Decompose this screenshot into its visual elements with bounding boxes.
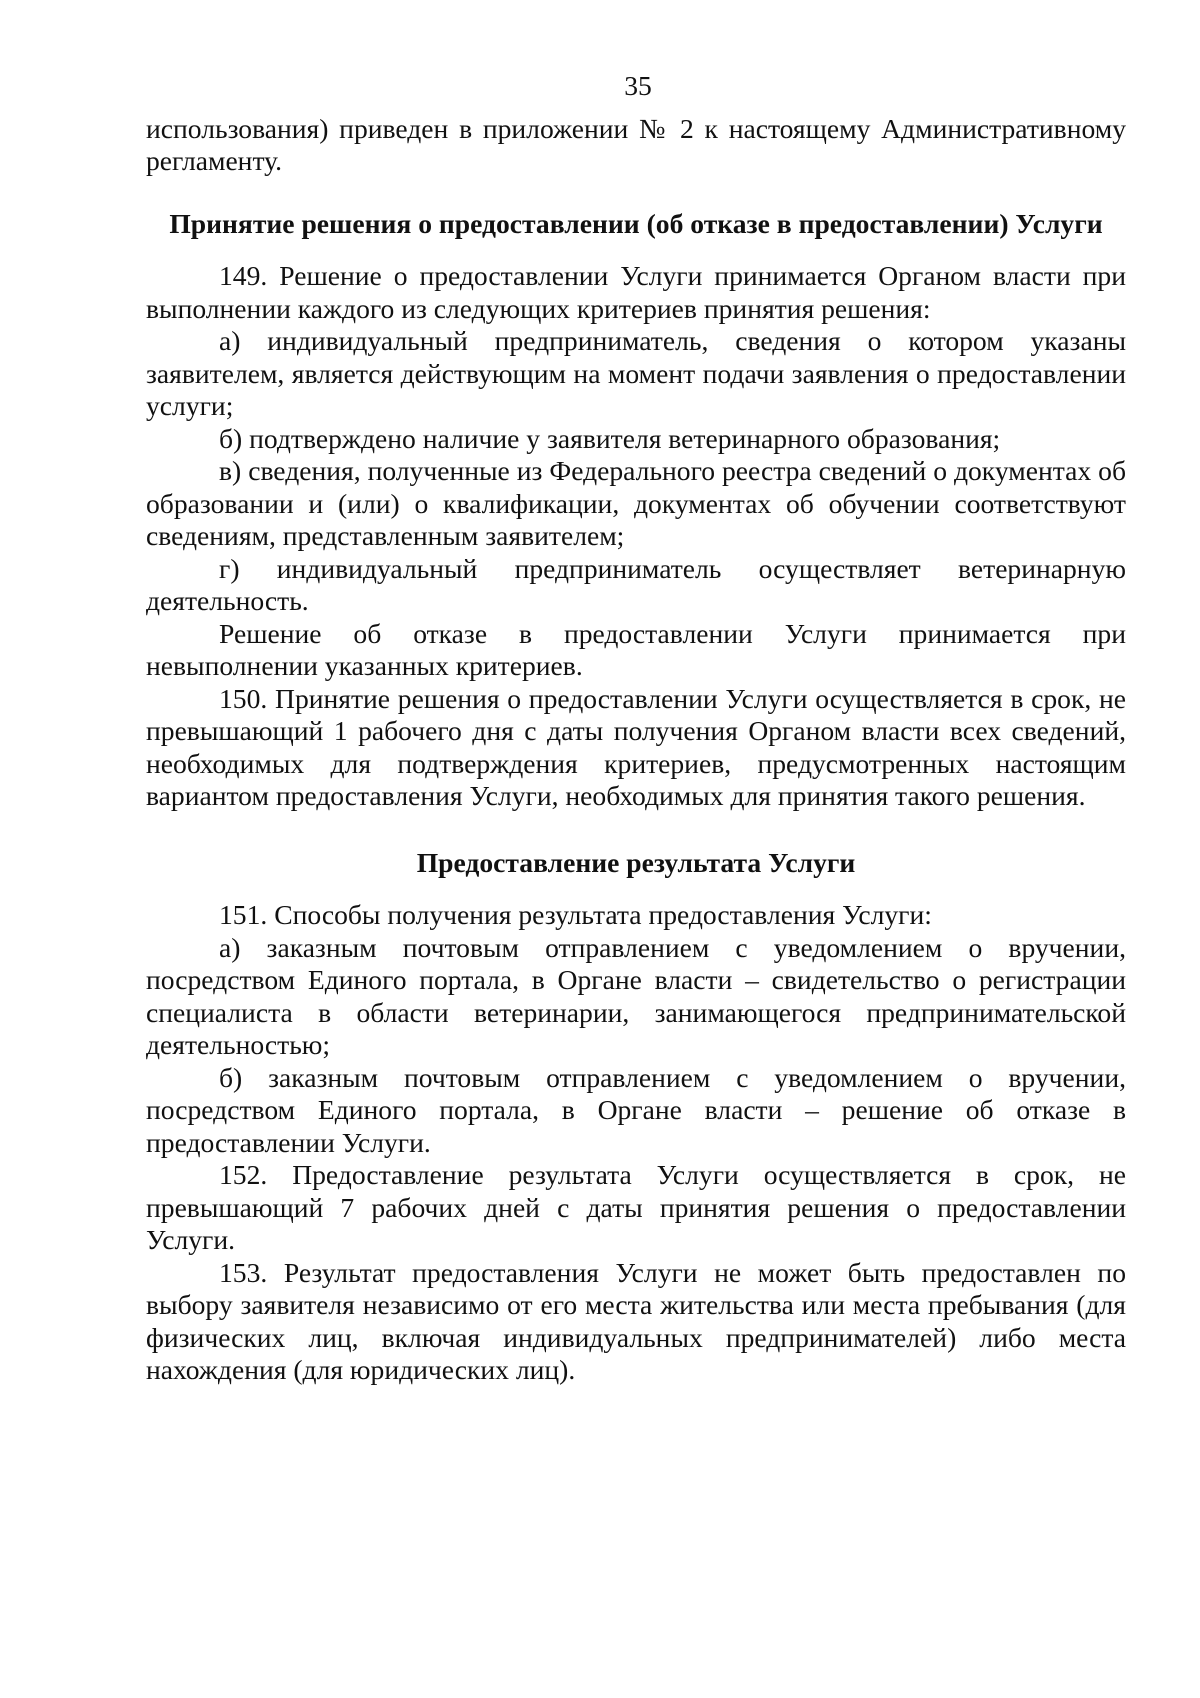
paragraph-151: 151. Способы получения результата предоставления Услуги: [219,899,932,930]
paragraph-150: 150. Принятие решения о предоставлении Услуги осуществляется в срок, не превышающий 1 рабочего дня с даты получения Органом власти всех сведений, необходимых для подтверждения критериев, предусмотренных настоящим вариантом предоставления Услуги, необходимых для принятия такого решения. [146,682,1126,811]
section-heading-decision: Принятие решения о предоставлении (об отказе в предоставлении) Услуги [169,207,1103,239]
criterion-g: г) индивидуальный предприниматель осуществляет ветеринарную деятельность. [146,552,1126,616]
criterion-a: а) индивидуальный предприниматель, сведения о котором указаны заявителем, является действующим на момент подачи заявления о предоставлении услуги; [146,325,1126,421]
criterion-b: б) подтверждено наличие у заявителя ветеринарного образования; [219,422,1001,454]
continuation-paragraph: использования) приведен в приложении № 2 к настоящему Административному регламенту. [146,112,1126,176]
refusal-paragraph: Решение об отказе в предоставлении Услуги принимается при невыполнении указанных критериев. [146,617,1126,681]
document-page [146,70,1126,1387]
method-a: а) заказным почтовым отправлением с уведомлением о вручении, посредством Единого портала, в Органе власти – свидетельство о регистрации специалиста в области ветеринарии, занимающегося предпринимательской деятельностью; [146,931,1126,1060]
page-number: 35 [624,70,652,101]
paragraph-149: 149. Решение о предоставлении Услуги принимается Органом власти при выполнении каждого из следующих критериев принятия решения: [146,260,1126,324]
method-b: б) заказным почтовым отправлением с уведомлением о вручении, посредством Единого портала, в Органе власти – решение об отказе в предоставлении Услуги. [146,1061,1126,1158]
section-heading-result: Предоставление результата Услуги [416,846,856,878]
paragraph-153: 153. Результат предоставления Услуги не может быть предоставлен по выбору заявителя независимо от его места жительства или места пребывания (для физических лиц, включая индивидуальных предпринимателей) либо места нахождения (для юридических лиц). [146,1256,1126,1385]
paragraph-152: 152. Предоставление результата Услуги осуществляется в срок, не превышающий 7 рабочих дней с даты принятия решения о предоставлении Услуги. [146,1159,1126,1255]
criterion-v: в) сведения, полученные из Федерального реестра сведений о документах об образовании и (или) о квалификации, документах об обучении соответствуют сведениям, представленным заявителем; [146,455,1126,551]
